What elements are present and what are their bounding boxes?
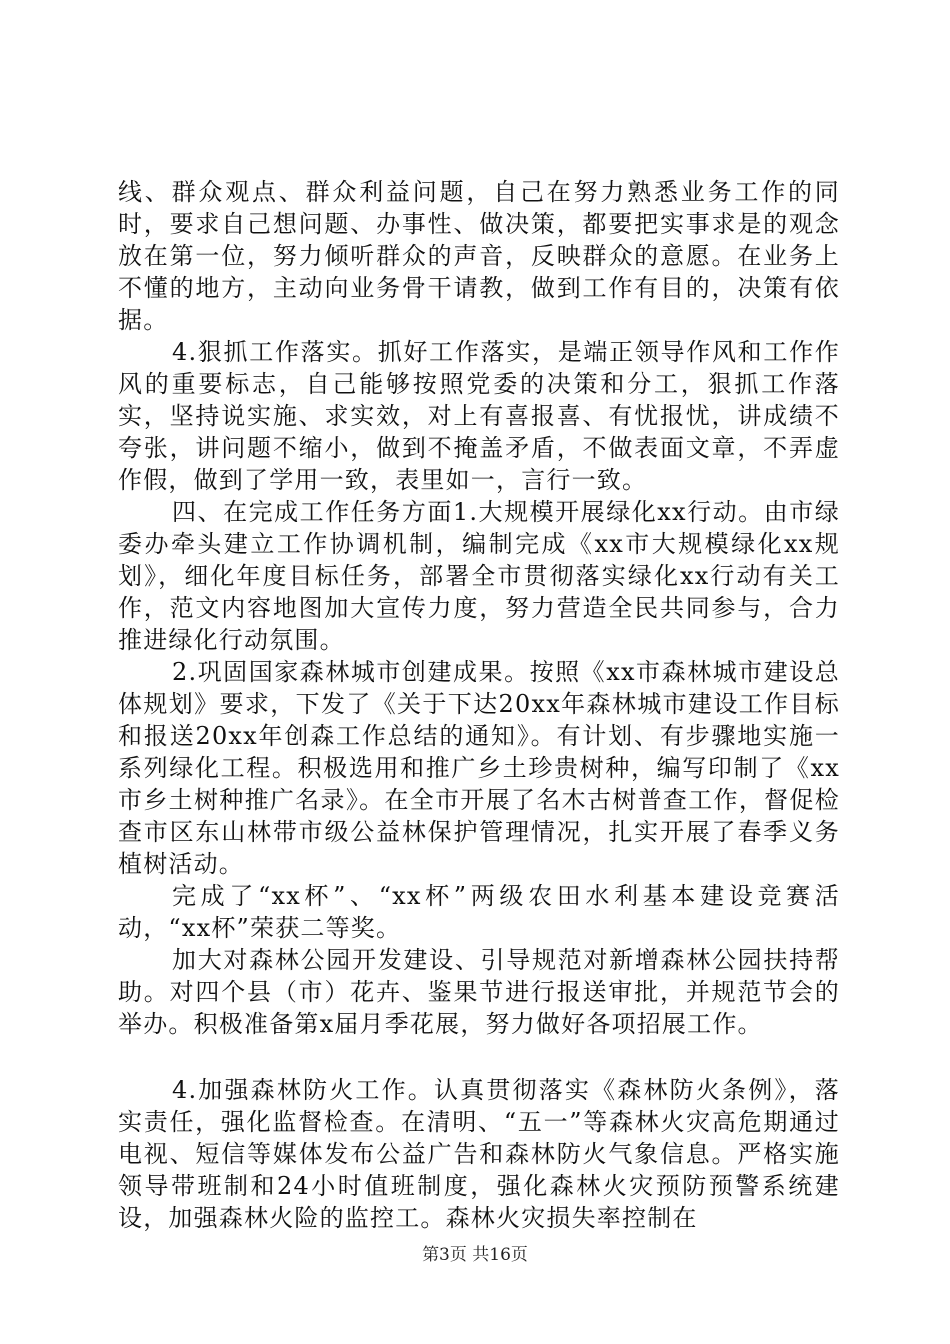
- paragraph-task-completion: 四、在完成工作任务方面1.大规模开展绿化xx行动。由市绿委办牵头建立工作协调机制，编制完成《xx市大规模绿化xx规划》，细化年度目标任务，部署全市贯彻落实绿化xx行动有关工作，范文内容地图加大宣传力度，努力营造全民共同参与，合力推进绿化行动氛围。: [118, 498, 840, 654]
- paragraph-forest-city: 2.巩固国家森林城市创建成果。按照《xx市森林城市建设总体规划》要求，下发了《关于下达20xx年森林城市建设工作目标和报送20xx年创森工作总结的通知》。有计划、有步骤地实施一系列绿化工程。积极选用和推广乡土珍贵树种，编写印制了《xx市乡土树种推广名录》。在全市开展了名木古树普查工作，督促检查市区东山林带市级公益林保护管理情况，扎实开展了春季义务植树活动。: [118, 658, 840, 878]
- page-number-footer: 第3页 共16页: [422, 1245, 528, 1265]
- paragraph-competition: 完成了“xx杯”、“xx杯”两级农田水利基本建设竞赛活动，“xx杯”荣获二等奖。: [118, 882, 840, 942]
- document-body: [118, 176, 840, 1234]
- paragraph-fire-prevention: 4.加强森林防火工作。认真贯彻落实《森林防火条例》，落实责任，强化监督检查。在清明、“五一”等森林火灾高危期通过电视、短信等媒体发布公益广告和森林防火气象信息。严格实施领导带班制和24小时值班制度，强化森林火灾预防预警系统建设，加强森林火险的监控工。森林火灾损失率控制在: [118, 1076, 840, 1232]
- paragraph-continuation: 线、群众观点、群众利益问题，自己在努力熟悉业务工作的同时，要求自己想问题、办事性、做决策，都要把实事求是的观念放在第一位，努力倾听群众的声音，反映群众的意愿。在业务上不懂的地方，主动向业务骨干请教，做到工作有目的，决策有依据。: [118, 178, 840, 334]
- paragraph-forest-park: 加大对森林公园开发建设、引导规范对新增森林公园扶持帮助。对四个县（市）花卉、鉴果节进行报送审批，并规范节会的举办。积极准备第x届月季花展，努力做好各项招展工作。: [118, 946, 840, 1038]
- paragraph-work-implementation: 4.狠抓工作落实。抓好工作落实，是端正领导作风和工作作风的重要标志，自己能够按照党委的决策和分工，狠抓工作落实，坚持说实施、求实效，对上有喜报喜、有忧报忧，讲成绩不夸张，讲问题不缩小，做到不掩盖矛盾，不做表面文章，不弄虚作假，做到了学用一致，表里如一，言行一致。: [118, 338, 840, 494]
